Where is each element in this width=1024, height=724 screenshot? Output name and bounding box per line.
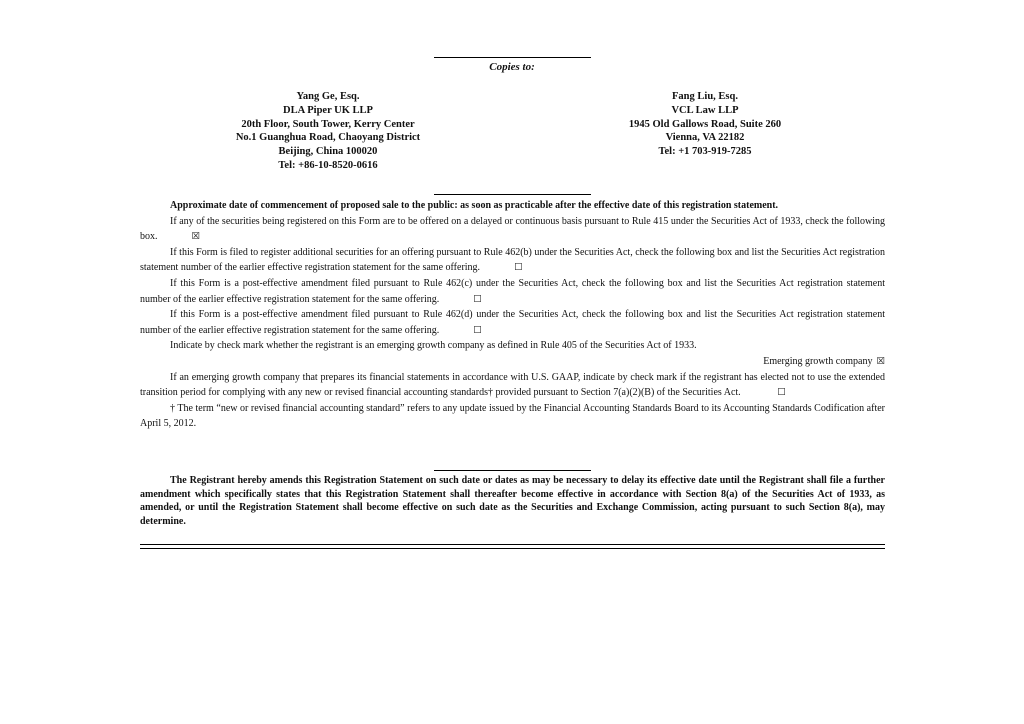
egc-gaap-paragraph: [140, 370, 885, 401]
rule-462d-text: If this Form is a post-effective amendment filed pursuant to Rule 462(d) under the Securities Act, check the following box and list the Securities Act registration statement number of the earlier effective registration statement for the same offering.: [140, 309, 885, 336]
right-address-line: Fang Liu, Esq.: [672, 91, 738, 102]
egc-gaap-text: If an emerging growth company that prepares its financial statements in accordance with U.S. GAAP, indicate by check mark if the registrant has elected not to use the extended transition period for complying with any new or revised financial accounting standards† provided pursuant to Section 7(a)(2)(B) of the Securities Act.: [140, 371, 885, 399]
left-address-line: 20th Floor, South Tower, Kerry Center: [241, 118, 415, 130]
rule-462c-paragraph: [140, 276, 885, 307]
lower-divider: [434, 470, 591, 471]
rule-462d-checkbox[interactable]: ☐: [473, 324, 482, 336]
delaying-amendment-paragraph: The Registrant hereby amends this Registration Statement on such date or dates as may be necessary to delay its effective date until the Registrant shall file a further amendment which specifically states that this Registration Statement shall thereafter become effective in accordance with Section 8(a) of the Securities Act of 1933, as amended, or until the Registration Statement shall become effective on such date as the Securities and Exchange Commission, acting pursuant to such Section 8(a), may determine.: [140, 475, 885, 527]
egc-checkbox[interactable]: ☒: [876, 355, 885, 367]
left-address-line: Tel: +86-10-8520-0616: [278, 159, 378, 171]
egc-label: Emerging growth company: [763, 355, 873, 367]
rule-415-paragraph: [140, 214, 885, 245]
left-address-line: DLA Piper UK LLP: [283, 104, 373, 116]
rule-462c-text: If this Form is a post-effective amendment filed pursuant to Rule 462(c) under the Securities Act, check the following box and list the Securities Act registration statement number of the earlier effective registration statement for the same offering.: [140, 277, 885, 305]
rule-462b-text: If this Form is filed to register additional securities for an offering pursuant to Rule 462(b) under the Securities Act, check the following box and list the Securities Act registration statement number of the earlier effective registration statement for the same offering.: [140, 246, 885, 274]
right-address-line: Vienna, VA 22182: [665, 132, 745, 144]
rule-462d-paragraph: [140, 307, 885, 338]
right-address-line: VCL Law LLP: [671, 104, 739, 116]
middle-divider: [434, 194, 591, 195]
rule-462c-checkbox[interactable]: ☐: [473, 293, 482, 305]
right-address-line: 1945 Old Gallows Road, Suite 260: [628, 118, 782, 130]
egc-gaap-checkbox[interactable]: ☐: [777, 387, 786, 399]
rule-462b-paragraph: [140, 245, 885, 276]
egc-indicate-paragraph: Indicate by check mark whether the registrant is an emerging growth company as defined in Rule 405 of the Securities Act of 1933.: [170, 340, 697, 352]
rule-462b-checkbox[interactable]: ☐: [514, 262, 523, 274]
left-address-line: Yang Ge, Esq.: [296, 91, 360, 102]
approx-date-paragraph: Approximate date of commencement of proposed sale to the public: as soon as practicable after the effective date of this registration statement.: [170, 200, 779, 211]
rule-415-text: If any of the securities being registered on this Form are to be offered on a delayed or continuous basis pursuant to Rule 415 under the Securities Act of 1933, check the following box.: [140, 215, 885, 243]
copies-to-heading: Copies to:: [489, 61, 535, 73]
left-address-line: Beijing, China 100020: [278, 146, 378, 158]
registration-body: [140, 198, 885, 432]
footnote-paragraph: † The term “new or revised financial accounting standard” refers to any update issued by the Financial Accounting Standards Board to its Accounting Standards Codification after April 5, 2012.: [140, 402, 885, 430]
top-divider: [434, 57, 591, 58]
rule-415-checkbox[interactable]: ☒: [191, 231, 201, 243]
left-address-block: [178, 90, 478, 173]
left-address-line: No.1 Guanghua Road, Chaoyang District: [235, 132, 421, 144]
bottom-rule-bottom: [140, 548, 885, 549]
egc-line: [140, 354, 885, 370]
right-address-block: [555, 90, 855, 159]
bottom-rule-top: [140, 544, 885, 545]
right-address-line: Tel: +1 703-919-7285: [658, 146, 752, 158]
